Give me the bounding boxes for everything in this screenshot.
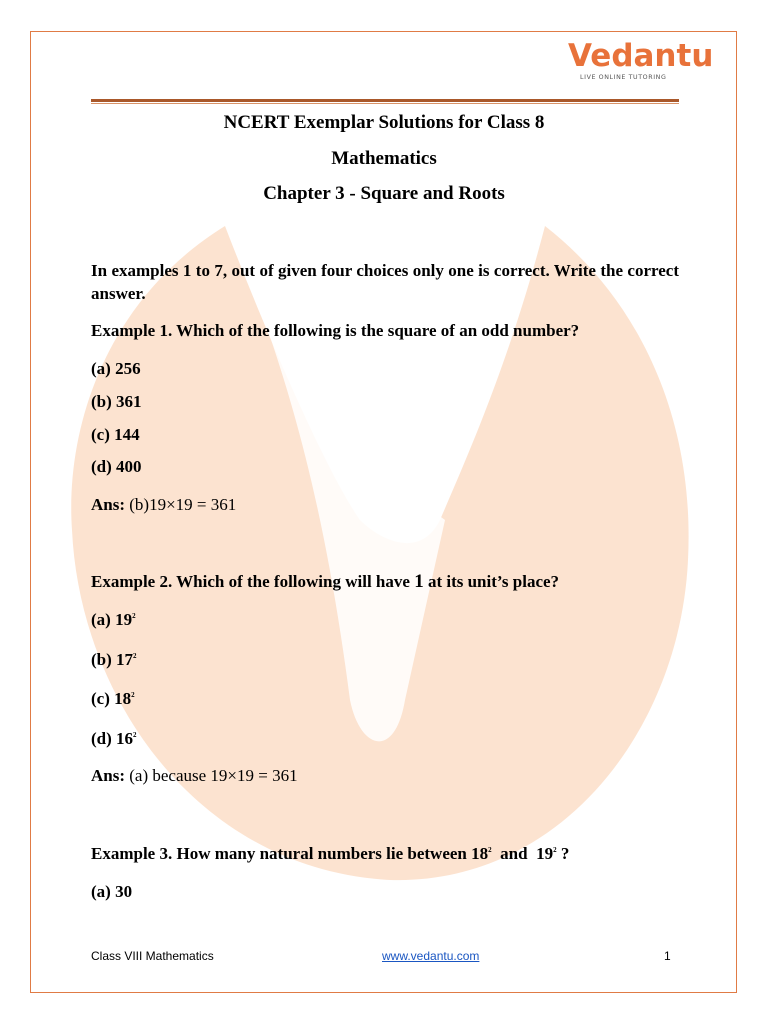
- header-rule-thin: [91, 103, 679, 104]
- example-2-option-a: [91, 610, 136, 630]
- question-exponent-1: 2: [488, 846, 492, 854]
- answer-label: Ans:: [91, 495, 126, 514]
- example-1-question: Example 1. Which of the following is the square of an odd number?: [91, 321, 580, 340]
- option-exponent: 2: [133, 652, 137, 660]
- answer-label: Ans:: [91, 766, 126, 785]
- question-base-2: 19: [536, 844, 554, 863]
- answer-text: (b)19×19 = 361: [125, 495, 237, 514]
- example-2-question: [91, 571, 559, 593]
- logo-tagline: LIVE ONLINE TUTORING: [580, 74, 667, 81]
- question-text: Example 3. How many natural numbers lie between: [91, 844, 472, 863]
- example-1-option-b: (b) 361: [91, 392, 142, 411]
- option-label: (d) 16: [91, 729, 134, 748]
- question-text-end: at its unit’s place?: [423, 572, 560, 591]
- page-number: 1: [664, 949, 671, 963]
- example-3-option-a: (a) 30: [91, 882, 133, 901]
- footer-class-label: Class VIII Mathematics: [91, 949, 214, 963]
- vedantu-logo: [568, 38, 714, 88]
- example-1-answer: [91, 495, 236, 515]
- example-2-answer: [91, 766, 298, 786]
- example-1-option-c: (c) 144: [91, 425, 140, 444]
- question-connector: and: [491, 844, 537, 863]
- question-text: Example 2. Which of the following will have: [91, 572, 415, 591]
- chapter-title: Chapter 3 - Square and Roots: [263, 183, 505, 204]
- footer-website-link[interactable]: www.vedantu.com: [382, 949, 480, 963]
- option-label: (b) 17: [91, 650, 134, 669]
- option-label: (a) 19: [91, 610, 133, 629]
- option-exponent: 2: [132, 612, 136, 620]
- example-2-option-c: [91, 689, 135, 709]
- instructions: In examples 1 to 7, out of given four choices only one is correct. Write the correct answer.: [91, 261, 679, 303]
- question-exponent-2: 2: [553, 846, 557, 854]
- example-3-question: [91, 844, 569, 864]
- option-exponent: 2: [133, 731, 137, 739]
- logo-wordmark: Vedantu: [568, 38, 714, 74]
- example-1-option-a: (a) 256: [91, 359, 141, 378]
- question-number: 1: [414, 571, 424, 592]
- header-rule: [91, 99, 679, 102]
- answer-text: (a) because 19×19 = 361: [125, 766, 298, 785]
- option-exponent: 2: [131, 691, 135, 699]
- question-base-1: 18: [471, 844, 489, 863]
- document-title: NCERT Exemplar Solutions for Class 8: [223, 112, 545, 133]
- option-label: (c) 18: [91, 689, 132, 708]
- example-1-option-d: (d) 400: [91, 457, 142, 476]
- question-end: ?: [556, 844, 570, 863]
- example-2-option-b: [91, 650, 137, 670]
- subject-title: Mathematics: [331, 148, 437, 169]
- example-2-option-d: [91, 729, 137, 749]
